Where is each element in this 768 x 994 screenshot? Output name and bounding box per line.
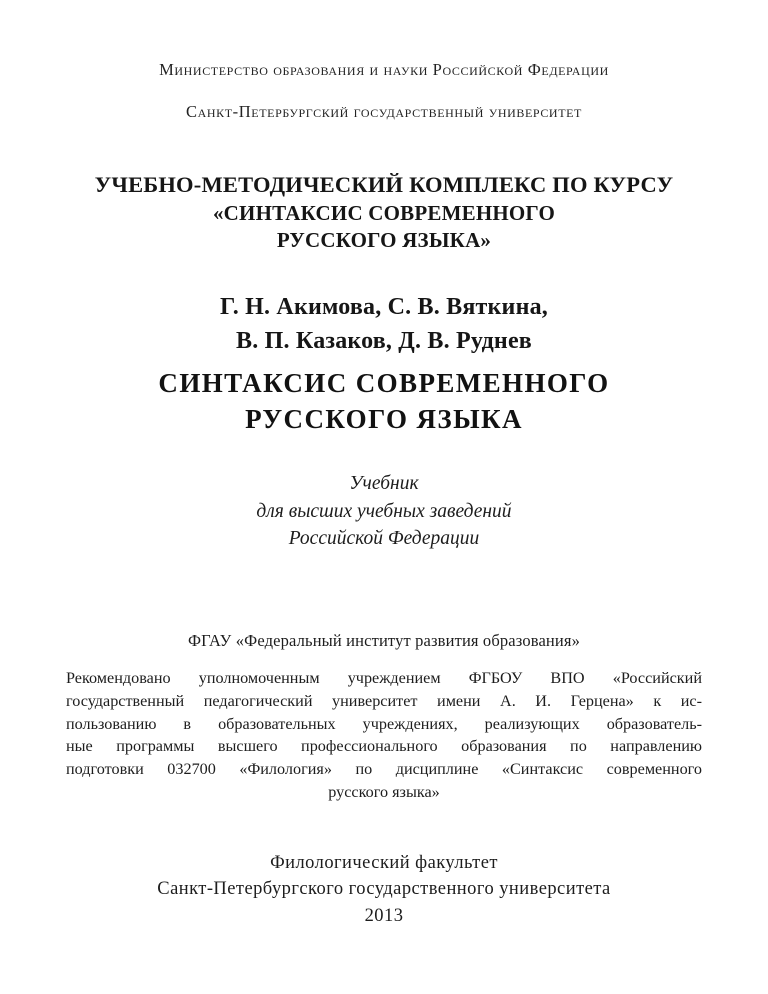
subtitle-line-1: Учебник	[349, 473, 419, 494]
imprint-university: Санкт-Петербургского государственного университета	[157, 879, 611, 900]
approval-section	[66, 630, 702, 803]
course-complex-heading-line-2: «СИНТАКСИС СОВРЕМЕННОГО	[212, 200, 556, 225]
approval-text-line: государственный педагогический университет имени А. И. Герцена» к ис-	[66, 692, 702, 711]
organization-header	[0, 60, 768, 122]
authors-line-1: Г. Н. Акимова, С. В. Вяткина,	[219, 294, 549, 320]
approval-text	[66, 667, 702, 803]
authors-line-2: В. П. Казаков, Д. В. Руднев	[236, 328, 532, 355]
imprint	[0, 850, 768, 929]
imprint-faculty: Филологический факультет	[270, 853, 498, 873]
course-complex-heading-line-1: УЧЕБНО-МЕТОДИЧЕСКИЙ КОМПЛЕКС ПО КУРСУ	[94, 172, 674, 197]
approval-text-line: Рекомендовано уполномоченным учреждением ФГБОУ ВПО «Российский	[66, 669, 702, 688]
subtitle-line-2: для высших учебных заведений	[256, 500, 512, 522]
subtitle-line-3: Российской Федерации	[288, 528, 480, 550]
book-title-line-1: СИНТАКСИС СОВРЕМЕННОГО	[158, 368, 610, 398]
course-complex-heading	[0, 170, 768, 255]
course-complex-heading-line-3: РУССКОГО ЯЗЫКА»	[276, 228, 492, 253]
ministry-line: Министерство образования и науки Российской Федерации	[159, 60, 609, 79]
book-title-line-2: РУССКОГО ЯЗЫКА	[245, 404, 523, 435]
approval-text-line: подготовки 032700 «Филология» по дисциплине «Синтаксис современного	[66, 760, 702, 779]
authors	[0, 290, 768, 358]
imprint-year: 2013	[364, 905, 404, 926]
approval-text-line: пользованию в образовательных учреждениях, реализующих образователь-	[66, 714, 702, 733]
university-line: Санкт-Петербургский государственный университет	[186, 101, 582, 121]
approval-institute: ФГАУ «Федеральный институт развития образования»	[187, 631, 581, 650]
book-subtitle	[0, 470, 768, 553]
approval-text-line: русского языка»	[328, 782, 440, 801]
approval-text-line: ные программы высшего профессионального образования по направлению	[66, 737, 702, 756]
book-title	[0, 365, 768, 438]
